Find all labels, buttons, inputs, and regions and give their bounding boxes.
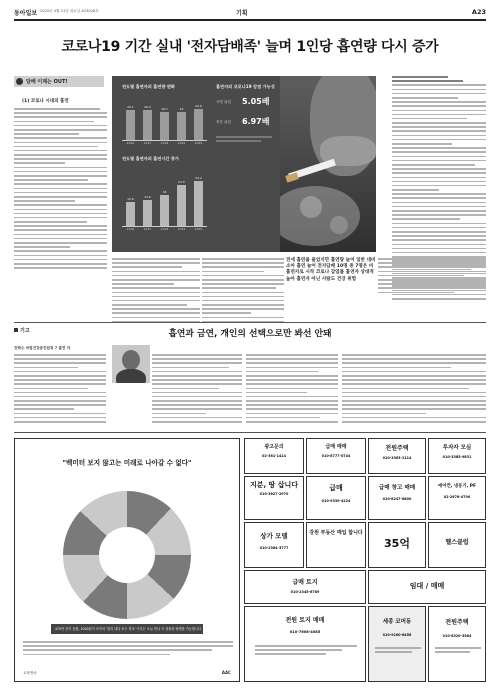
bar-category-2017: 2017 — [143, 141, 152, 145]
stats-title: 흡연자의 코로나19 감염 가능성 — [216, 84, 275, 89]
classified-7-phone: 010-8247-6800 — [382, 497, 412, 501]
classified-4-title: 투자자 모심 — [442, 445, 472, 451]
section2-tag-label: 기고 — [20, 328, 30, 334]
chart2-title: 연도별 흡연자의 흡연시간 증가 — [122, 156, 179, 161]
ad-footer: 교육방송 — [23, 671, 37, 675]
bar-value-2016: 20.1 — [127, 104, 134, 109]
classified-17 — [428, 606, 486, 682]
classified-9-phone: 010-2384-3777 — [259, 546, 289, 550]
section2-col-2 — [152, 354, 242, 425]
sidebar-title: 담배 이제는 OUT! — [26, 79, 68, 85]
ad-logo: AAC — [221, 670, 231, 675]
body-col-2 — [202, 258, 284, 325]
classified-5 — [244, 476, 304, 520]
section-name: 기획 — [236, 10, 248, 17]
classified-3-phone: 010-3363-1114 — [382, 456, 412, 460]
paper-name: 동아일보 — [14, 10, 38, 17]
chart1 — [122, 98, 207, 145]
date-line: 2020년 4월 21일 화요일 A23028호 — [40, 9, 99, 13]
bar-value-2020: 23.2 — [195, 176, 202, 181]
bar-value-2017: 20.3 — [144, 104, 151, 109]
classified-10 — [306, 522, 366, 568]
ad-sub: 475만 건의 응원, 1000원이 모여서 '멀리 내다 보는 학교' 이루는 오늘 만나 이 성장을 평생을 가능합니다 — [55, 627, 201, 631]
bar-category-2019: 2019 — [177, 141, 186, 145]
classified-4 — [428, 438, 486, 474]
classified-12 — [428, 522, 486, 568]
classified-7 — [368, 476, 426, 520]
bar-2016 — [126, 110, 135, 140]
section2-headline: 흡연과 금연, 개인의 선택으로만 봐선 안돼 — [168, 329, 332, 339]
classified-4-phone: 010-3385-9831 — [442, 455, 472, 459]
classified-11 — [368, 522, 426, 568]
bar-category-2019: 2019 — [177, 227, 186, 231]
author-portrait — [112, 345, 150, 383]
ad-quote: "백미터 보지 않고는 미래로 나아갈 수 없다" — [62, 459, 192, 467]
sidebar-title-bar — [14, 76, 104, 87]
bar-value-2016: 12.6 — [127, 196, 134, 201]
classified-6-title: 급매 — [329, 484, 343, 492]
classified-1 — [244, 438, 304, 474]
no-smoking-icon — [16, 78, 23, 85]
bar-category-2018: 2018 — [160, 141, 169, 145]
classified-3 — [368, 438, 426, 474]
pullquote: 전세 흡연율 줄었지만 흡연량 늘어 일반 대비 소아 흡연 늘어 전자담배 10명 중 7명은 비흡연자로 시작 코로나 감염률 흡연자 상대적 높아 흡연자 아닌 사람도 건강 위험 — [286, 258, 376, 282]
stat2-label: 중증 위험 — [216, 120, 232, 124]
bar-category-2020: 2020 — [194, 227, 203, 231]
bar-category-2020: 2020 — [194, 141, 203, 145]
classified-8 — [428, 476, 486, 520]
bar-value-2019: 21.5 — [178, 179, 185, 184]
section2-col-3 — [246, 354, 338, 425]
bar-value-2018: 18.7 — [161, 106, 168, 111]
classified-2 — [306, 438, 366, 474]
classified-16 — [368, 606, 426, 682]
stat1-label: 사망 위험 — [216, 100, 232, 104]
classified-5-phone: 010-3827-2970 — [259, 492, 289, 496]
classified-17-title: 전원주택 — [445, 619, 469, 626]
classified-9 — [244, 522, 304, 568]
bar-value-2017: 13.6 — [144, 194, 151, 199]
bar-category-2017: 2017 — [143, 227, 152, 231]
classified-13-phone: 010-2345-6789 — [290, 590, 320, 594]
classified-3-title: 전원주택 — [385, 445, 409, 452]
classified-12-title: 헬스클럽 — [445, 539, 469, 546]
classified-1-title: 광고문의 — [264, 444, 284, 450]
masthead — [14, 8, 486, 18]
classified-16-phone: 010-9200-6456 — [382, 633, 412, 637]
classified-5-title: 지분, 땅 삽니다 — [249, 481, 299, 489]
bar-category-2016: 2016 — [126, 227, 135, 231]
classified-1-phone: 02-361-1414 — [261, 454, 287, 458]
bar-2020 — [194, 181, 203, 226]
classified-8-title: 에어컨, 냉동기, PF — [437, 484, 477, 489]
classified-2-phone: 010-8777-0744 — [321, 454, 351, 458]
classified-14-title: 임대 / 매매 — [409, 582, 445, 590]
classified-8-phone: 02-2676-4700 — [443, 495, 471, 499]
ads-rule — [14, 432, 486, 433]
headline: 코로나19 기간 실내 '전자담배족' 늘며 1인당 흡연량 다시 증가 — [61, 39, 439, 55]
classified-6-phone: 010-9339-4224 — [321, 499, 351, 503]
classified-6 — [306, 476, 366, 520]
stats-note — [216, 136, 272, 144]
section2-author: 진학수 국립건강증진원장 7 흡연 자 — [14, 346, 71, 350]
classified-17-phone: 010-6320-3584 — [442, 634, 472, 638]
classified-10-title: 강원 부동산 매입 합니다 — [309, 530, 363, 536]
chart2 — [122, 170, 207, 231]
infographic — [112, 76, 376, 252]
bar-value-2018: 16 — [162, 190, 167, 195]
classified-13-title: 급매 토지 — [292, 579, 318, 586]
classified-13 — [244, 570, 366, 604]
section2-rule — [14, 322, 486, 323]
ad-graphic — [63, 491, 191, 619]
classified-9-title: 상가 모델 — [260, 532, 288, 540]
sidebar-body — [14, 108, 107, 271]
ad-body — [23, 641, 233, 658]
bar-value-2020: 20.6 — [195, 104, 202, 109]
classified-7-title: 급매 창고 매매 — [378, 485, 416, 491]
bar-2019 — [177, 185, 186, 226]
bar-2019 — [177, 112, 186, 141]
body-col-1 — [112, 258, 200, 325]
bar-value-2019: 19 — [179, 106, 184, 111]
bottom-display-ad — [14, 438, 240, 682]
bar-2018 — [160, 112, 169, 140]
body-col-4 — [378, 258, 486, 296]
smoker-photo — [280, 76, 376, 252]
sidebar-subtitle: (1) 코로나 시대의 흡연 — [22, 99, 69, 104]
masthead-rule — [14, 19, 486, 21]
bar-2020 — [194, 109, 203, 140]
bar-2017 — [143, 110, 152, 140]
section2-col-4 — [342, 354, 486, 425]
stat1-value: 5.05배 — [242, 97, 270, 106]
classified-11-title: 35억 — [384, 537, 410, 550]
classified-15-title: 전원 토지 매매 — [285, 617, 325, 624]
page-number: A23 — [471, 8, 486, 16]
classified-16-title: 세종 코머동 — [382, 619, 412, 625]
classified-2-title: 급매 매매 — [325, 444, 347, 450]
bar-2018 — [160, 195, 169, 226]
section2-col-1 — [14, 354, 106, 425]
bar-2016 — [126, 202, 135, 226]
stat2-value: 6.97배 — [242, 117, 270, 126]
chart1-title: 연도별 흡연자의 흡연량 변화 — [122, 84, 175, 89]
classified-15-phone: 010-7608-4085 — [289, 630, 321, 634]
bar-category-2018: 2018 — [160, 227, 169, 231]
bar-2017 — [143, 200, 152, 226]
classified-14 — [368, 570, 486, 604]
classified-15 — [244, 606, 366, 682]
bar-category-2016: 2016 — [126, 141, 135, 145]
